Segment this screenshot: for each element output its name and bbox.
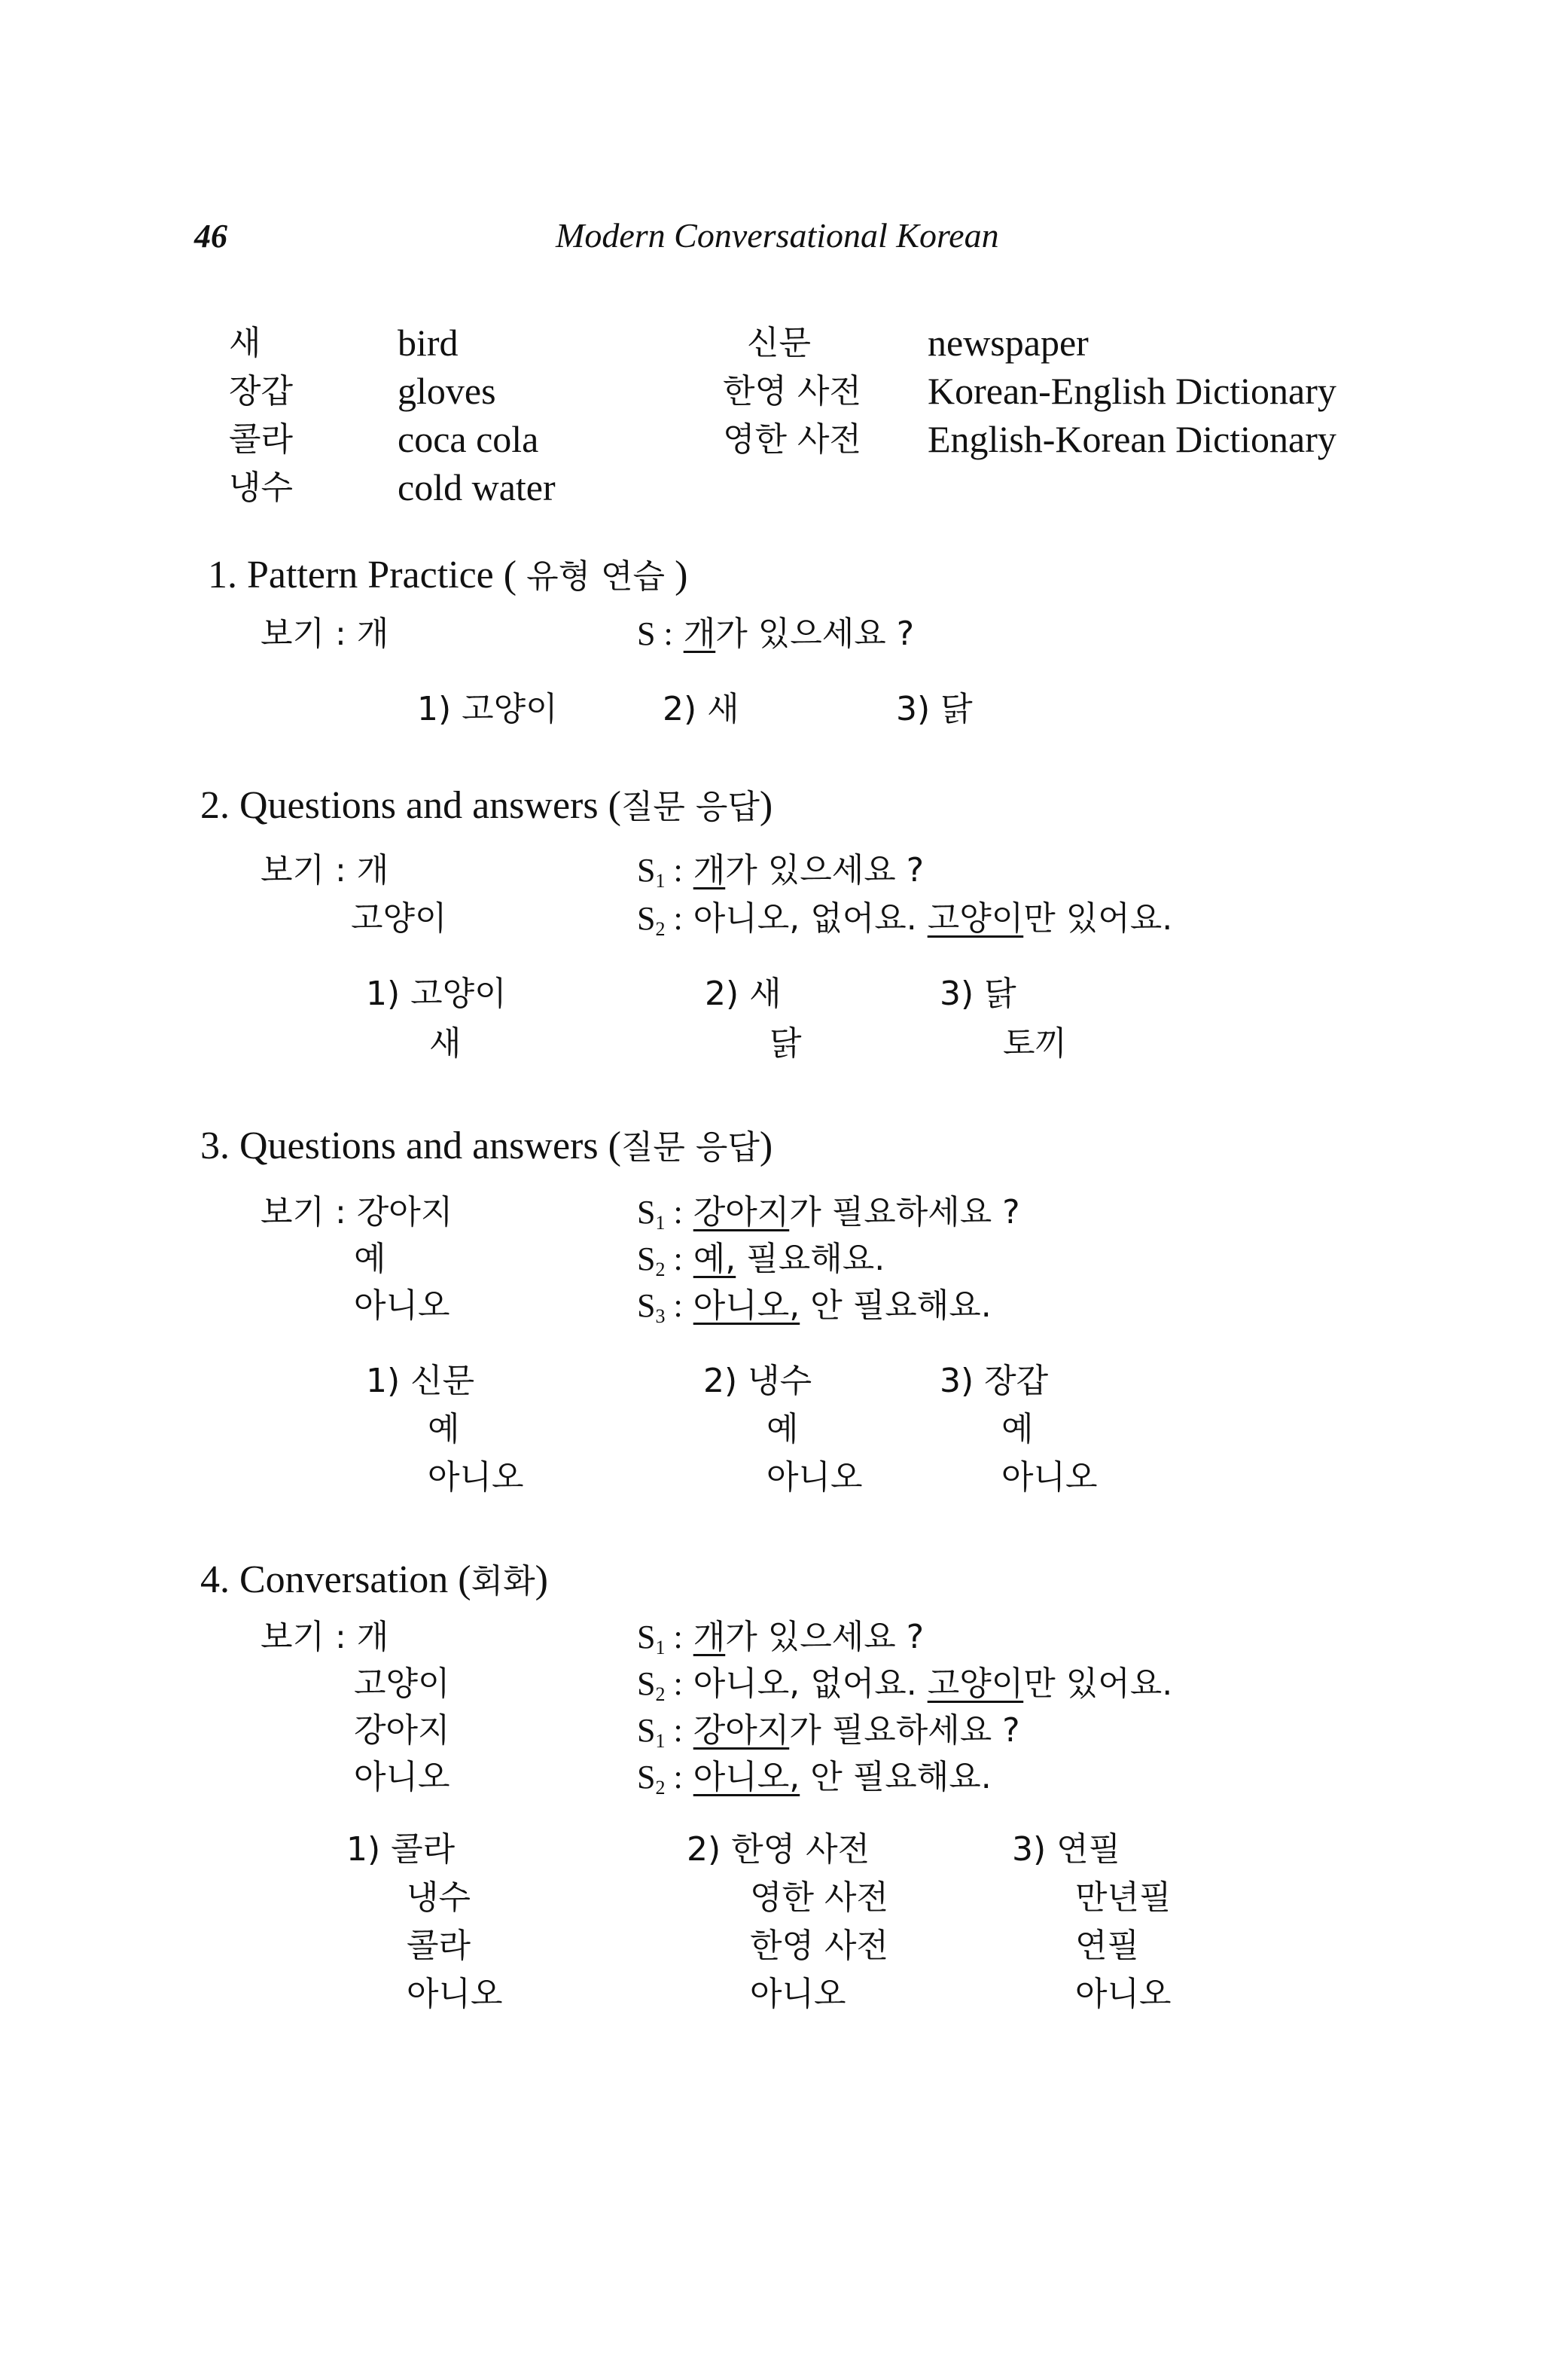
example-bogi: 보기 : 개 [261, 615, 389, 653]
practice-item-sub: 닭 [769, 1024, 802, 1063]
vocab-ko: 장갑 [229, 372, 294, 410]
practice-item: 2) 냉수 [703, 1362, 812, 1400]
example-sentence: $S_3$ : 아니오, 안 필요해요. [637, 1286, 992, 1327]
example-bogi-line: 예 [354, 1240, 386, 1278]
practice-item: 2) 새 [663, 690, 739, 728]
example-sentence: S : 개가 있으세요 ? [637, 615, 915, 653]
vocab-en: bird [398, 322, 459, 364]
practice-item-sub: 예 [428, 1410, 460, 1448]
example-sentence: $S_1$ : 강아지가 필요하세요 ? [637, 1193, 1020, 1234]
practice-item-sub: 아니오 [1075, 1975, 1172, 2013]
example-bogi-line: 고양이 [351, 899, 447, 938]
practice-item-sub: 새 [429, 1024, 462, 1063]
example-bogi-line: 아니오 [354, 1758, 450, 1796]
vocab-ko: 영한 사전 [723, 420, 862, 459]
practice-item-sub: 토끼 [1003, 1024, 1068, 1063]
section-2-heading: 2. Questions and answers (질문 응답) [200, 784, 773, 827]
example-sentence: $S_2$ : 아니오, 없어요. 고양이만 있어요. [637, 899, 1173, 940]
example-bogi-line: 강아지 [354, 1711, 450, 1750]
practice-item-sub: 예 [1001, 1410, 1034, 1448]
practice-item-sub: 예 [766, 1410, 799, 1448]
example-sentence: $S_2$ : 아니오, 안 필요해요. [637, 1758, 992, 1799]
vocab-ko: 새 [229, 324, 261, 362]
example-sentence: $S_2$ : 아니오, 없어요. 고양이만 있어요. [637, 1664, 1173, 1705]
practice-item-sub: 영한 사전 [750, 1878, 889, 1917]
practice-item-sub: 콜라 [407, 1927, 471, 1965]
practice-item-sub: 한영 사전 [750, 1927, 889, 1965]
practice-item: 1) 신문 [366, 1362, 475, 1400]
practice-item-sub: 만년필 [1075, 1878, 1172, 1917]
vocab-ko: 콜라 [229, 420, 294, 459]
practice-item: 3) 닭 [896, 690, 973, 728]
vocab-ko: 냉수 [229, 468, 294, 507]
example-bogi: 보기 : 개 [261, 1618, 389, 1656]
vocab-en: English-Korean Dictionary [928, 418, 1336, 460]
example-sentence: $S_1$ : 강아지가 필요하세요 ? [637, 1711, 1020, 1752]
example-sentence: $S_2$ : 예, 필요해요. [637, 1240, 885, 1280]
practice-item: 3) 닭 [940, 975, 1016, 1013]
practice-item: 3) 연필 [1012, 1830, 1121, 1869]
practice-item-sub: 연필 [1075, 1927, 1140, 1965]
practice-item-sub: 아니오 [766, 1458, 863, 1497]
practice-item-sub: 아니오 [1001, 1458, 1098, 1497]
example-bogi-line: 고양이 [354, 1664, 450, 1703]
section-3-heading: 3. Questions and answers (질문 응답) [200, 1124, 773, 1167]
example-bogi: 보기 : 강아지 [261, 1193, 453, 1231]
practice-item-sub: 아니오 [750, 1975, 846, 2013]
section-1-heading: 1. Pattern Practice ( 유형 연습 ) [208, 554, 688, 597]
practice-item-sub: 냉수 [407, 1878, 471, 1917]
practice-item: 1) 콜라 [346, 1830, 456, 1869]
example-bogi-line: 아니오 [354, 1286, 450, 1325]
practice-item: 1) 고양이 [366, 975, 507, 1013]
practice-item: 2) 한영 사전 [687, 1830, 870, 1869]
practice-item-sub: 아니오 [407, 1975, 503, 2013]
vocab-ko: 한영 사전 [723, 372, 862, 410]
vocab-en: gloves [398, 370, 496, 412]
practice-item-sub: 아니오 [428, 1458, 524, 1497]
running-title: Modern Conversational Korean [556, 216, 999, 255]
practice-item: 2) 새 [705, 975, 782, 1013]
practice-item: 1) 고양이 [417, 690, 558, 728]
section-4-heading: 4. Conversation (회화) [200, 1558, 548, 1601]
example-bogi: 보기 : 개 [261, 851, 389, 889]
example-sentence: $S_1$ : 개가 있으세요 ? [637, 1618, 925, 1658]
vocab-en: cold water [398, 466, 556, 508]
practice-item: 3) 장갑 [940, 1362, 1049, 1400]
example-sentence: $S_1$ : 개가 있으세요 ? [637, 851, 925, 892]
page-number: 46 [194, 218, 227, 255]
vocab-en: Korean-English Dictionary [928, 370, 1336, 412]
vocab-en: newspaper [928, 322, 1089, 364]
vocab-en: coca cola [398, 418, 539, 460]
vocab-ko: 신문 [747, 324, 812, 362]
